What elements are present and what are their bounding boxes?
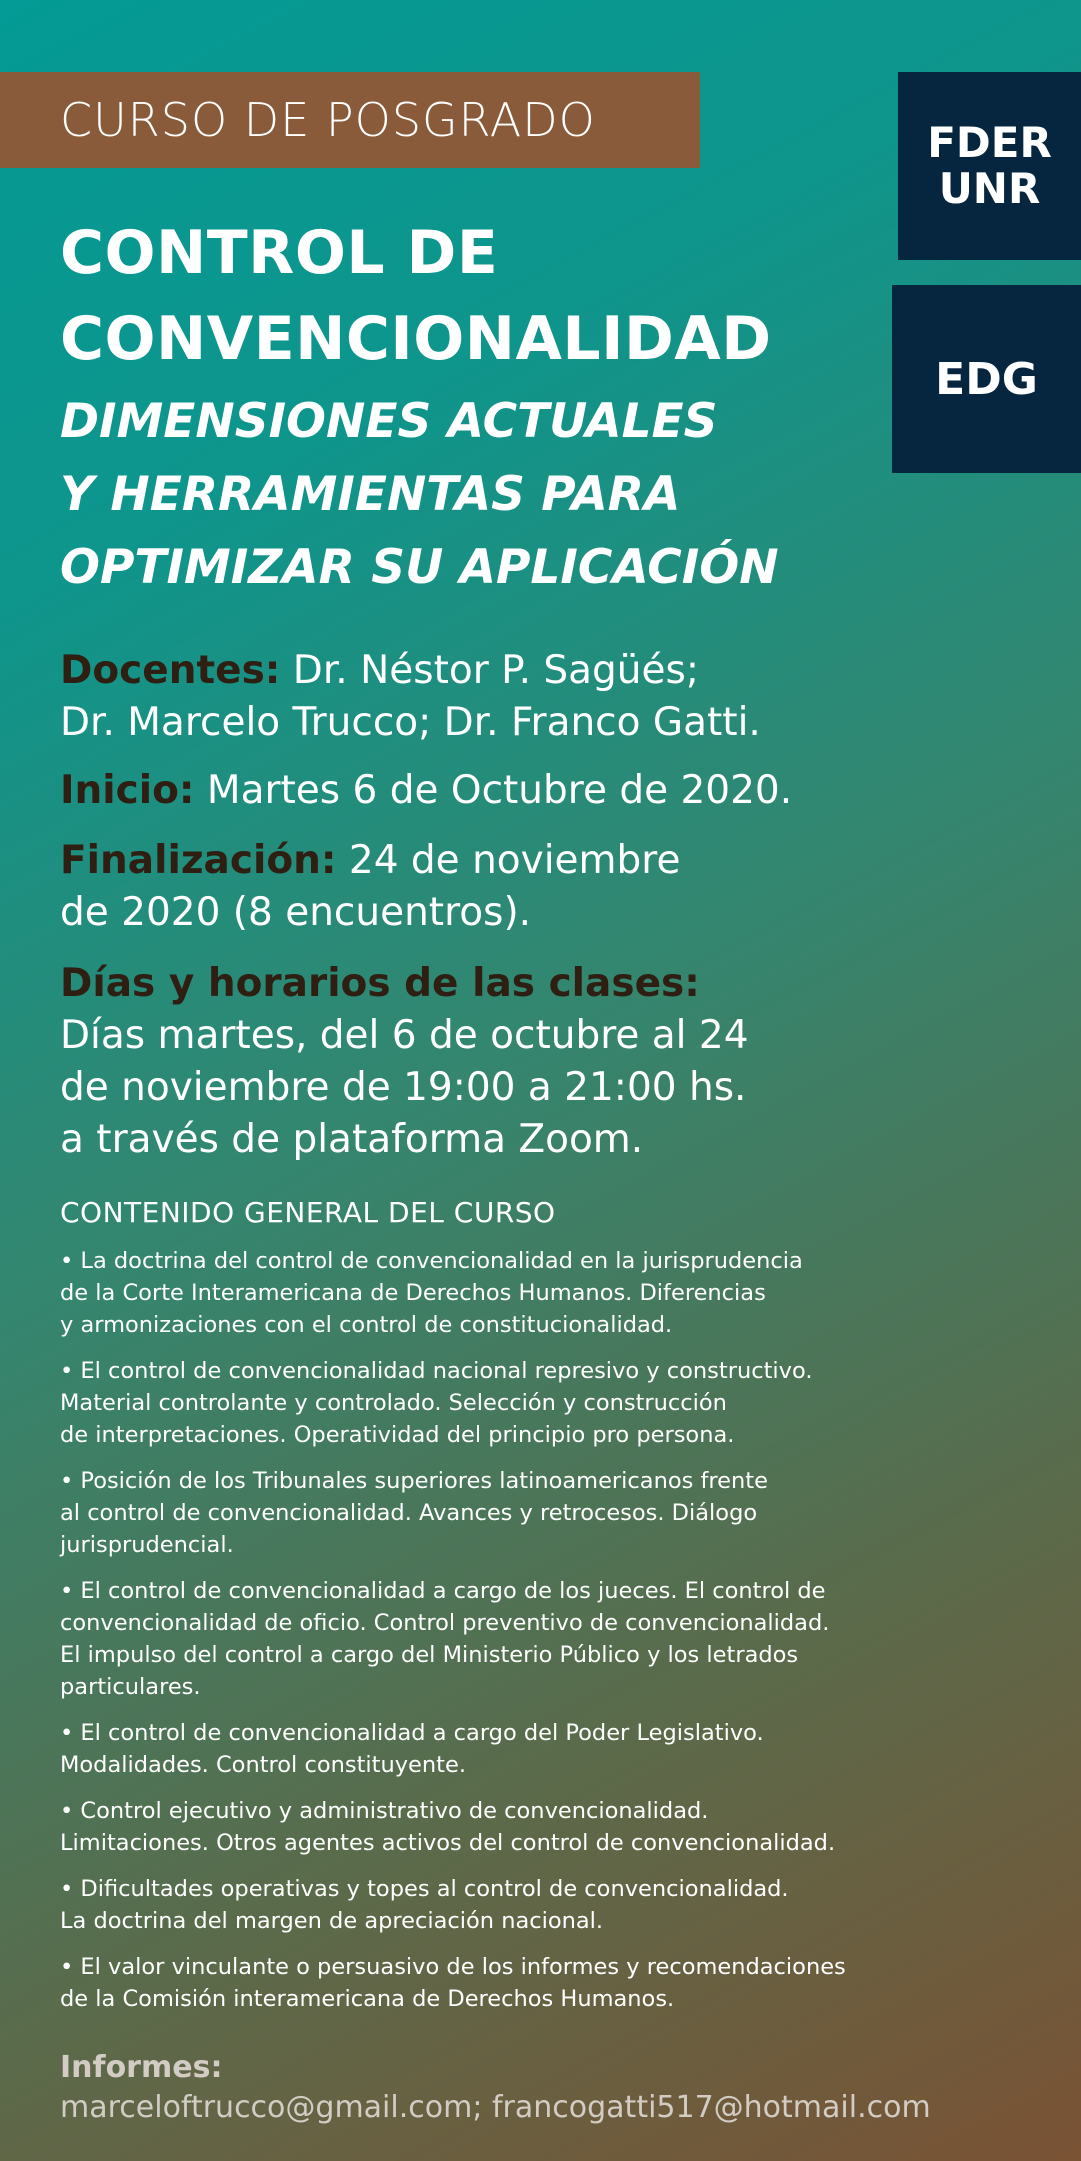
finalizacion-value-1: 24 de noviembre: [336, 838, 681, 883]
content-item-6: [60, 1795, 835, 1859]
content-line: de la Corte Interamericana de Derechos Humanos. Diferencias: [60, 1280, 766, 1306]
content-line: Modalidades. Control constituyente.: [60, 1752, 466, 1778]
content-item-3: [60, 1465, 768, 1561]
informes-label: Informes:: [60, 2050, 223, 2085]
fder-unr-badge: [898, 72, 1081, 260]
content-line: El impulso del control a cargo del Ministerio Público y los letrados: [60, 1642, 799, 1668]
edg-badge: [892, 285, 1081, 473]
course-subtitle-line-2: Y HERRAMIENTAS PARA: [60, 467, 681, 522]
content-line: convencionalidad de oficio. Control preventivo de convencionalidad.: [60, 1610, 830, 1636]
content-line: • Control ejecutivo y administrativo de convencionalidad.: [60, 1798, 709, 1824]
unr-label: UNR: [938, 164, 1041, 213]
course-subtitle-line-1: DIMENSIONES ACTUALES: [60, 394, 718, 449]
content-item-5: [60, 1717, 764, 1781]
contents-heading: CONTENIDO GENERAL DEL CURSO: [60, 1196, 556, 1229]
course-title: [60, 210, 772, 382]
finalizacion-value-2: de 2020 (8 encuentros).: [60, 890, 532, 935]
content-line: • El control de convencionalidad nacional represivo y constructivo.: [60, 1358, 813, 1384]
course-type-banner: [0, 72, 700, 168]
content-item-1: [60, 1245, 803, 1341]
content-item-8: [60, 1951, 846, 2015]
inicio-info: [60, 765, 792, 817]
course-subtitle: [60, 385, 779, 604]
finalizacion-label: Finalización:: [60, 838, 337, 883]
docentes-label: Docentes:: [60, 648, 281, 693]
content-item-7: [60, 1873, 789, 1937]
course-title-line-2: CONVENCIONALIDAD: [60, 304, 772, 374]
content-line: y armonizaciones con el control de constitucionalidad.: [60, 1312, 673, 1338]
content-line: • Dificultades operativas y topes al control de convencionalidad.: [60, 1876, 789, 1902]
content-line: de interpretaciones. Operatividad del principio pro persona.: [60, 1422, 735, 1448]
docentes-info: [60, 645, 761, 749]
content-line: • El valor vinculante o persuasivo de los informes y recomendaciones: [60, 1954, 846, 1980]
content-line: • El control de convencionalidad a cargo del Poder Legislativo.: [60, 1720, 764, 1746]
content-item-2: [60, 1355, 813, 1451]
content-line: • El control de convencionalidad a cargo de los jueces. El control de: [60, 1578, 826, 1604]
horarios-line-2: de noviembre de 19:00 a 21:00 hs.: [60, 1065, 747, 1110]
edg-label: EDG: [935, 353, 1038, 405]
content-item-4: [60, 1575, 829, 1703]
content-line: Limitaciones. Otros agentes activos del control de convencionalidad.: [60, 1830, 836, 1856]
content-line: particulares.: [60, 1674, 201, 1700]
inicio-value: Martes 6 de Octubre de 2020.: [194, 768, 793, 813]
content-line: La doctrina del margen de apreciación nacional.: [60, 1908, 604, 1934]
finalizacion-info: [60, 835, 680, 939]
fder-label: FDER: [927, 118, 1052, 167]
contact-emails[interactable]: marceloftrucco@gmail.com; francogatti517@hotmail.com: [60, 2090, 931, 2125]
horarios-line-3: a través de plataforma Zoom.: [60, 1117, 644, 1162]
content-line: al control de convencionalidad. Avances y retrocesos. Diálogo: [60, 1500, 758, 1526]
horarios-line-1: Días martes, del 6 de octubre al 24: [60, 1013, 749, 1058]
content-line: • La doctrina del control de convencionalidad en la jurisprudencia: [60, 1248, 803, 1274]
course-title-line-1: CONTROL DE: [60, 218, 499, 288]
docentes-value-2: Dr. Marcelo Trucco; Dr. Franco Gatti.: [60, 700, 761, 745]
content-line: de la Comisión interamericana de Derechos Humanos.: [60, 1986, 675, 2012]
horarios-label: Días y horarios de las clases:: [60, 961, 700, 1006]
course-type-label: CURSO DE POSGRADO: [60, 93, 596, 147]
horarios-info: [60, 958, 749, 1166]
content-line: Material controlante y controlado. Selección y construcción: [60, 1390, 727, 1416]
course-subtitle-line-3: OPTIMIZAR SU APLICACIÓN: [60, 540, 779, 595]
docentes-value-1: Dr. Néstor P. Sagüés;: [280, 648, 699, 693]
content-line: • Posición de los Tribunales superiores latinoamericanos frente: [60, 1468, 768, 1494]
inicio-label: Inicio:: [60, 768, 195, 813]
content-line: jurisprudencial.: [60, 1532, 234, 1558]
